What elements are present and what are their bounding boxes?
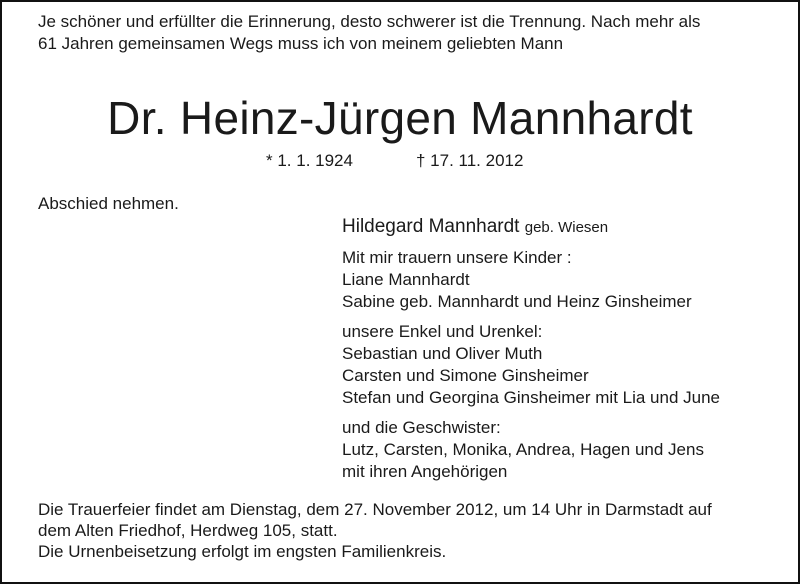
widow-maiden-name: geb. Wiesen <box>524 219 609 236</box>
grandchildren-heading: unsere Enkel und Urenkel: <box>342 322 543 341</box>
siblings-heading: und die Geschwister: <box>342 418 501 437</box>
widow-name: Hildegard Mannhardt <box>342 216 520 237</box>
child-name: Sabine geb. Mannhardt und Heinz Ginsheimer <box>342 292 692 311</box>
sibling-names: mit ihren Angehörigen <box>342 462 508 481</box>
funeral-line-1: Die Trauerfeier findet am Dienstag, dem 27. November 2012, um 14 Uhr in Darmstadt auf <box>38 500 712 519</box>
widow-block <box>342 216 608 239</box>
death-date: † 17. 11. 2012 <box>416 151 524 170</box>
children-heading: Mit mir trauern unsere Kinder : <box>342 248 572 267</box>
intro-line-1: Je schöner und erfüllter die Erinnerung, desto schwerer ist die Trennung. Nach mehr als <box>38 12 701 31</box>
intro-line-2: 61 Jahren gemeinsamen Wegs muss ich von meinem geliebten Mann <box>38 34 564 53</box>
child-name: Liane Mannhardt <box>342 270 470 289</box>
birth-date: * 1. 1. 1924 <box>266 151 353 170</box>
sibling-names: Lutz, Carsten, Monika, Andrea, Hagen und Jens <box>342 440 704 459</box>
funeral-line-3: Die Urnenbeisetzung erfolgt im engsten Familienkreis. <box>38 542 447 561</box>
grandchild-name: Carsten und Simone Ginsheimer <box>342 366 589 385</box>
funeral-line-2: dem Alten Friedhof, Herdweg 105, statt. <box>38 521 338 540</box>
grandchild-name: Sebastian und Oliver Muth <box>342 344 543 363</box>
farewell-text: Abschied nehmen. <box>38 194 179 213</box>
deceased-name: Dr. Heinz-Jürgen Mannhardt <box>107 92 693 144</box>
grandchild-name: Stefan und Georgina Ginsheimer mit Lia und June <box>342 388 721 407</box>
